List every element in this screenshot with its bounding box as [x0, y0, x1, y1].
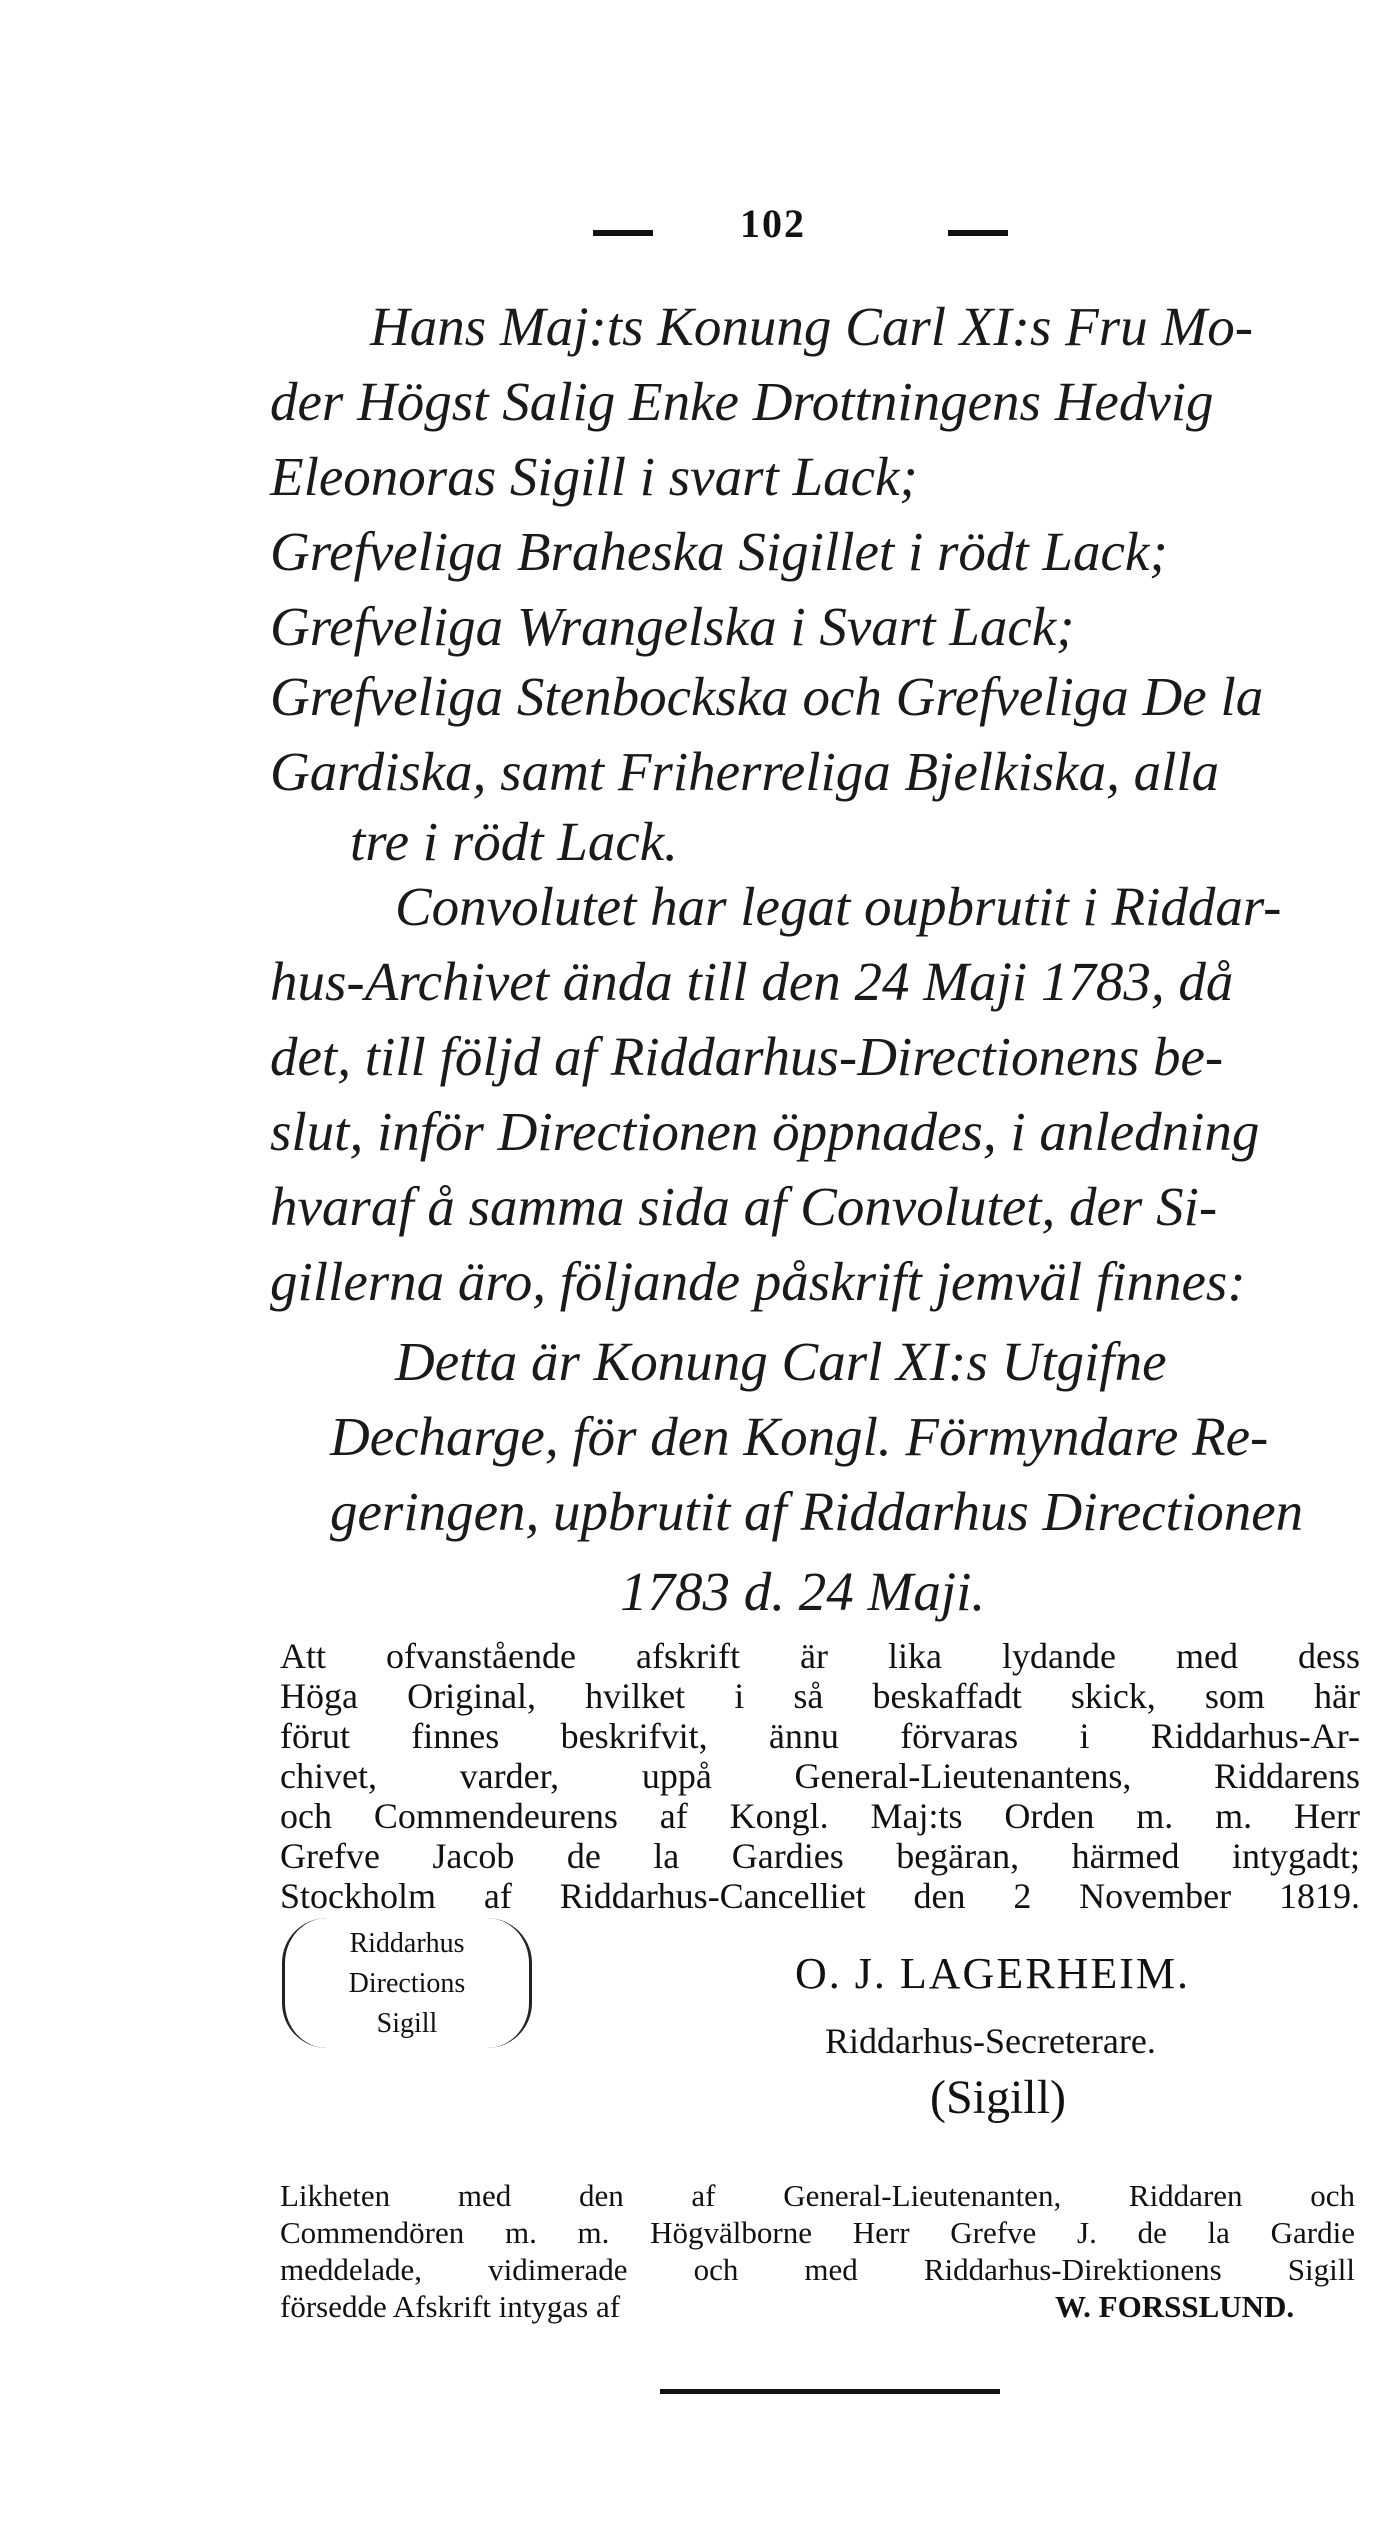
seal-box-line-2: Directions	[348, 1968, 466, 1999]
sigils-line-6: Grefveliga Stenbockska och Grefveliga De la	[270, 666, 1264, 727]
inscription-line-4: 1783 d. 24 Maji.	[620, 1561, 986, 1622]
seal-box-line-3: Sigill	[376, 2008, 438, 2039]
seal-box	[282, 1918, 532, 2048]
signatory-name: O. J. LAGERHEIM.	[795, 1949, 1190, 1998]
sigils-line-8: tre i rödt Lack.	[350, 811, 678, 872]
seal-box-line-1: Riddarhus	[349, 1928, 465, 1959]
paragraph-line-6: gillerna äro, följande påskrift jemväl finnes:	[270, 1251, 1246, 1312]
sigils-line-2: der Högst Salig Enke Drottningens Hedvig	[270, 371, 1214, 432]
page-number: 102	[740, 201, 806, 246]
attestation-line-1: Likheten med den af General-Lieutenanten, Riddaren och	[280, 2178, 1355, 2213]
paragraph-line-3: det, till följd af Riddarhus-Directionens be-	[270, 1026, 1224, 1087]
paragraph-line-4: slut, inför Directionen öppnades, i anledning	[270, 1101, 1260, 1162]
certification-line-7: Stockholm af Riddarhus-Cancelliet den 2 November 1819.	[280, 1876, 1360, 1916]
sigils-line-1: Hans Maj:ts Konung Carl XI:s Fru Mo-	[370, 296, 1254, 357]
sigils-line-5: Grefveliga Wrangelska i Svart Lack;	[270, 596, 1075, 657]
attestation-line-3: meddelade, vidimerade och med Riddarhus-Direktionens Sigill	[280, 2252, 1355, 2287]
signatory-seal: (Sigill)	[930, 2071, 1067, 2124]
closing-rule	[660, 2389, 1000, 2394]
paragraph-line-5: hvaraf å samma sida af Convolutet, der Si-	[270, 1176, 1218, 1237]
certification-line-3: förut finnes beskrifvit, ännu förvaras i Riddarhus-Ar-	[280, 1716, 1360, 1756]
sigils-line-7: Gardiska, samt Friherreliga Bjelkiska, alla	[270, 741, 1220, 802]
attestation-line-2: Commendören m. m. Högvälborne Herr Grefve J. de la Gardie	[280, 2215, 1355, 2250]
header-dash-right	[948, 230, 1008, 236]
attestation-signer: W. FORSSLUND.	[1055, 2289, 1295, 2324]
certification-line-6: Grefve Jacob de la Gardies begäran, härmed intygadt;	[280, 1836, 1360, 1876]
sigils-line-3: Eleonoras Sigill i svart Lack;	[270, 446, 918, 507]
inscription-line-1: Detta är Konung Carl XI:s Utgifne	[395, 1331, 1167, 1392]
certification-line-1: Att ofvanstående afskrift är lika lydande med dess	[280, 1636, 1360, 1676]
signatory-title: Riddarhus-Secreterare.	[825, 2021, 1156, 2061]
certification-line-2: Höga Original, hvilket i så beskaffadt skick, som här	[280, 1676, 1360, 1716]
certification-line-5: och Commendeurens af Kongl. Maj:ts Orden m. m. Herr	[280, 1796, 1360, 1836]
header-dash-left	[593, 230, 653, 236]
attestation-line-4: försedde Afskrift intygas af	[280, 2289, 621, 2324]
paragraph-line-1: Convolutet har legat oupbrutit i Riddar-	[395, 876, 1282, 937]
paragraph-line-2: hus-Archivet ända till den 24 Maji 1783, då	[270, 951, 1234, 1012]
sigils-line-4: Grefveliga Braheska Sigillet i rödt Lack;	[270, 521, 1168, 582]
inscription-line-3: geringen, upbrutit af Riddarhus Directionen	[330, 1481, 1304, 1542]
inscription-line-2: Decharge, för den Kongl. Förmyndare Re-	[330, 1406, 1269, 1467]
page-header	[0, 200, 1400, 260]
certification-line-4: chivet, varder, uppå General-Lieutenantens, Riddarens	[280, 1756, 1360, 1796]
